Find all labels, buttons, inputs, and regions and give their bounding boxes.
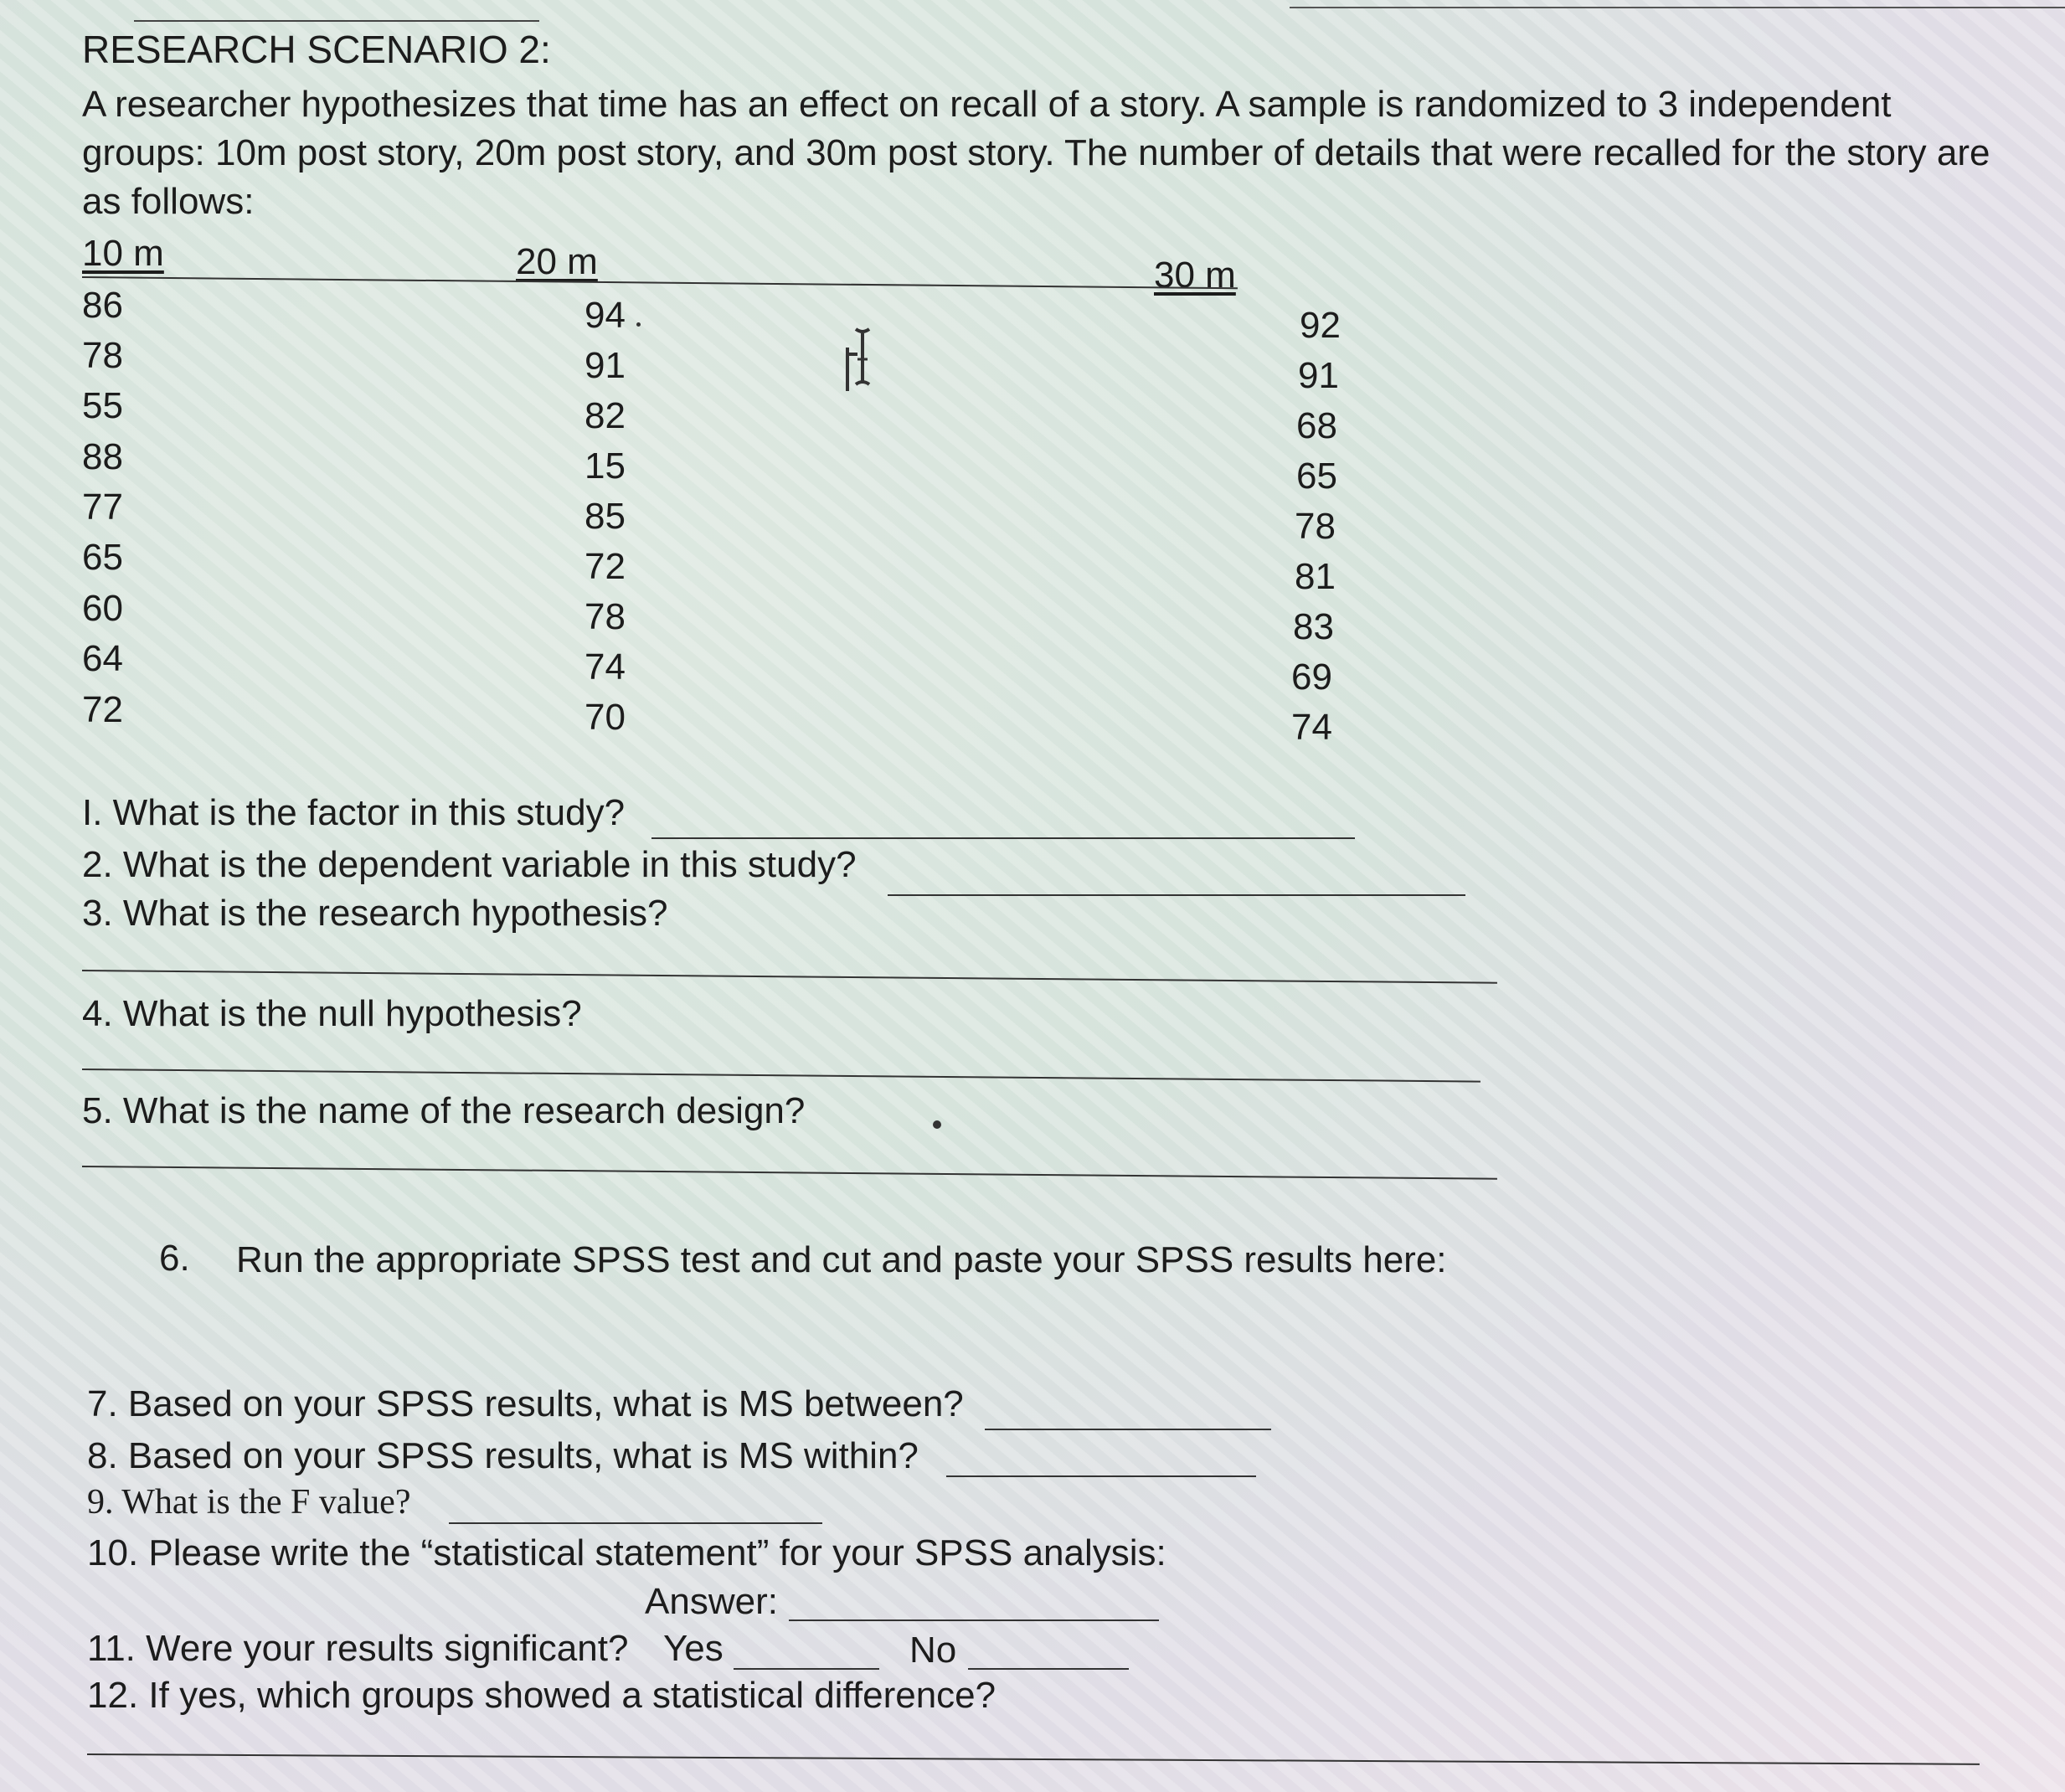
cell-20m: 82: [584, 395, 626, 436]
text-cursor-icon: [846, 322, 879, 398]
scenario-description: [82, 80, 2033, 226]
answer-line-2[interactable]: [888, 894, 1465, 896]
question-2: 2. What is the dependent variable in this study?: [82, 844, 857, 885]
cell-10m: 64: [82, 638, 123, 679]
question-1: I. What is the factor in this study?: [82, 792, 626, 833]
header-10m: 10 m: [82, 233, 164, 274]
cell-20m: 78: [584, 596, 626, 637]
answer-line-1[interactable]: [651, 837, 1355, 839]
stray-dot: [636, 322, 641, 327]
cell-20m: 72: [584, 546, 626, 587]
answer-line-4[interactable]: [82, 1069, 1481, 1083]
cell-20m: 74: [584, 646, 626, 687]
yes-answer-line[interactable]: [734, 1668, 879, 1670]
cell-10m: 72: [82, 689, 123, 730]
question-9: 9. What is the F value?: [87, 1483, 411, 1522]
table-header-rule: [82, 276, 1238, 289]
cell-10m: 60: [82, 588, 123, 629]
cell-30m: 65: [1296, 456, 1337, 497]
answer-line-8[interactable]: [946, 1475, 1256, 1477]
cell-30m: 81: [1295, 556, 1336, 597]
cell-30m: 83: [1293, 606, 1334, 647]
title-overline: [134, 20, 539, 22]
description-line: as follows:: [82, 181, 255, 222]
cell-30m: 68: [1296, 405, 1337, 446]
cell-20m: 91: [584, 345, 626, 386]
cell-30m: 69: [1291, 657, 1332, 698]
cell-10m: 77: [82, 487, 123, 528]
question-10: 10. Please write the “statistical statement” for your SPSS analysis:: [87, 1532, 1166, 1573]
answer-line-9[interactable]: [449, 1522, 822, 1524]
cell-10m: 88: [82, 436, 123, 477]
cell-10m: 55: [82, 385, 123, 426]
header-20m: 20 m: [516, 241, 598, 282]
cell-30m: 91: [1298, 355, 1339, 396]
answer-line-5[interactable]: [82, 1166, 1497, 1180]
cell-10m: 65: [82, 537, 123, 578]
question-12: 12. If yes, which groups showed a statistical difference?: [87, 1675, 996, 1716]
cell-30m: 92: [1300, 305, 1341, 346]
question-3: 3. What is the research hypothesis?: [82, 893, 668, 934]
answer-label: Answer:: [645, 1581, 778, 1622]
scenario-title: RESEARCH SCENARIO 2:: [82, 28, 551, 71]
answer-line-10[interactable]: [789, 1619, 1159, 1621]
top-edge-rule: [1290, 7, 2065, 8]
answer-line-3[interactable]: [82, 970, 1497, 984]
yes-label: Yes: [663, 1628, 724, 1669]
cell-20m: 85: [584, 496, 626, 537]
description-line: groups: 10m post story, 20m post story, and 30m post story. The number of details that were recalled for the story are: [82, 132, 1990, 173]
question-6-number: 6.: [159, 1238, 190, 1279]
cell-10m: 86: [82, 285, 123, 326]
stray-mark: [933, 1120, 941, 1129]
header-30m: 30 m: [1154, 255, 1236, 296]
cell-10m: 78: [82, 335, 123, 376]
cell-20m: 15: [584, 445, 626, 487]
cell-30m: 74: [1291, 707, 1332, 748]
cell-30m: 78: [1295, 506, 1336, 547]
no-label: No: [909, 1630, 957, 1671]
description-line: A researcher hypothesizes that time has an effect on recall of a story. A sample is randomized to 3 independent: [82, 84, 1892, 125]
cell-20m: 94: [584, 295, 626, 336]
answer-line-7[interactable]: [985, 1429, 1271, 1430]
cell-20m: 70: [584, 697, 626, 738]
no-answer-line[interactable]: [968, 1668, 1129, 1670]
question-5: 5. What is the name of the research design?: [82, 1090, 806, 1131]
question-6: Run the appropriate SPSS test and cut and paste your SPSS results here:: [236, 1239, 1447, 1280]
question-4: 4. What is the null hypothesis?: [82, 993, 582, 1034]
question-7: 7. Based on your SPSS results, what is MS between?: [87, 1383, 964, 1424]
question-11: 11. Were your results significant?: [87, 1628, 629, 1669]
answer-line-12[interactable]: [87, 1753, 1980, 1765]
question-8: 8. Based on your SPSS results, what is MS within?: [87, 1435, 919, 1476]
